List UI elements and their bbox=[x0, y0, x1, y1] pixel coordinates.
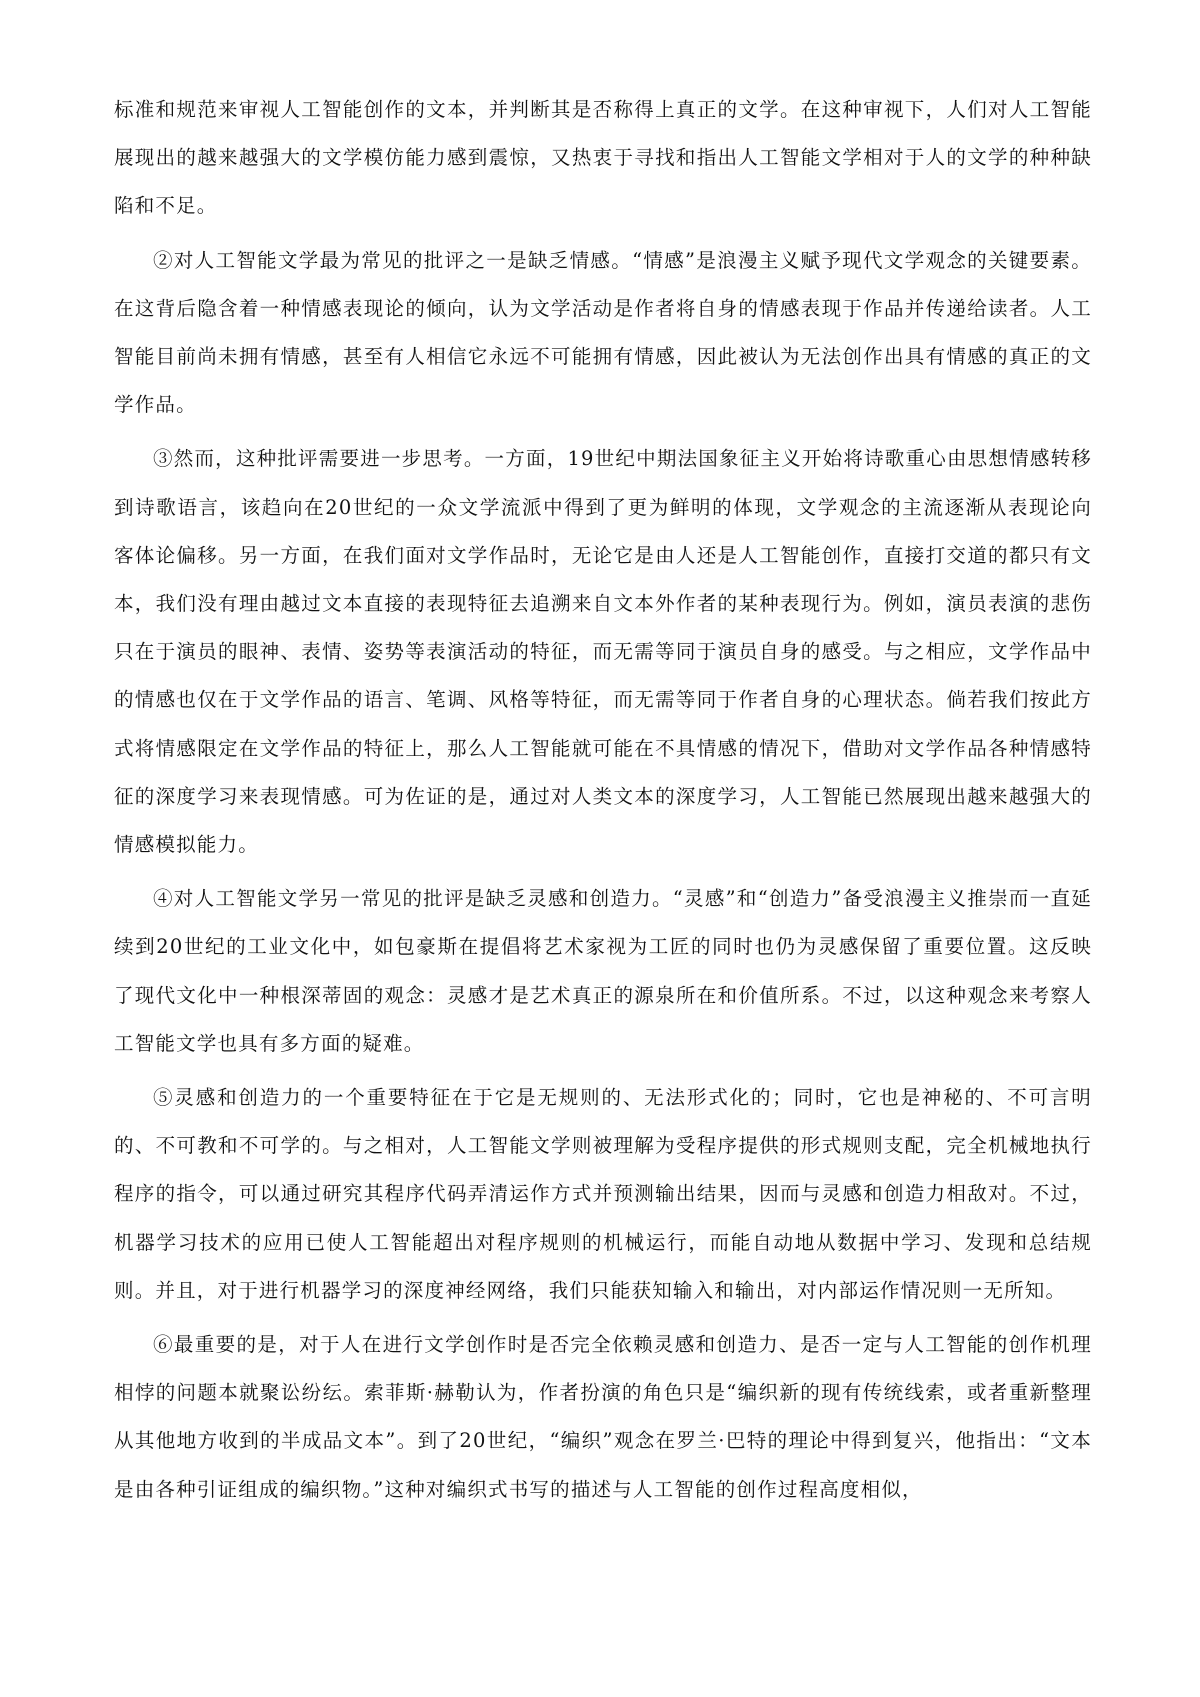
paragraph-1-continued: 标准和规范来审视人工智能创作的文本，并判断其是否称得上真正的文学。在这种审视下，人们对人工智能展现出的越来越强大的文学模仿能力感到震惊，又热衷于寻找和指出人工智能文学相对于人的文学的种种缺陷和不足。 bbox=[114, 98, 1092, 218]
paragraph-6: ⑥最重要的是，对于人在进行文学创作时是否完全依赖灵感和创造力、是否一定与人工智能的创作机理相悖的问题本就聚讼纷纭。索菲斯·赫勒认为，作者扮演的角色只是“编织新的现有传统线索，或者重新整理从其他地方收到的半成品文本”。到了20世纪，“编织”观念在罗兰·巴特的理论中得到复兴，他指出：“文本是由各种引证组成的编织物。”这种对编织式书写的描述与人工智能的创作过程高度相似， bbox=[114, 1333, 1092, 1501]
paragraph-5: ⑤灵感和创造力的一个重要特征在于它是无规则的、无法形式化的；同时，它也是神秘的、不可言明的、不可教和不可学的。与之相对，人工智能文学则被理解为受程序提供的形式规则支配，完全机械地执行程序的指令，可以通过研究其程序代码弄清运作方式并预测输出结果，因而与灵感和创造力相敌对。不过，机器学习技术的应用已使人工智能超出对程序规则的机械运行，而能自动地从数据中学习、发现和总结规则。并且，对于进行机器学习的深度神经网络，我们只能获知输入和输出，对内部运作情况则一无所知。 bbox=[114, 1086, 1092, 1302]
paragraph-3: ③然而，这种批评需要进一步思考。一方面，19世纪中期法国象征主义开始将诗歌重心由思想情感转移到诗歌语言，该趋向在20世纪的一众文学流派中得到了更为鲜明的体现，文学观念的主流逐渐从表现论向客体论偏移。另一方面，在我们面对文学作品时，无论它是由人还是人工智能创作，直接打交道的都只有文本，我们没有理由越过文本直接的表现特征去追溯来自文本外作者的某种表现行为。例如，演员表演的悲伤只在于演员的眼神、表情、姿势等表演活动的特征，而无需等同于演员自身的感受。与之相应，文学作品中的情感也仅在于文学作品的语言、笔调、风格等特征，而无需等同于作者自身的心理状态。倘若我们按此方式将情感限定在文学作品的特征上，那么人工智能就可能在不具情感的情况下，借助对文学作品各种情感特征的深度学习来表现情感。可为佐证的是，通过对人类文本的深度学习，人工智能已然展现出越来越强大的情感模拟能力。 bbox=[114, 447, 1092, 857]
paragraph-4: ④对人工智能文学另一常见的批评是缺乏灵感和创造力。“灵感”和“创造力”备受浪漫主义推崇而一直延续到20世纪的工业文化中，如包豪斯在提倡将艺术家视为工匠的同时也仍为灵感保留了重要位置。这反映了现代文化中一种根深蒂固的观念：灵感才是艺术真正的源泉所在和价值所系。不过，以这种观念来考察人工智能文学也具有多方面的疑难。 bbox=[114, 887, 1092, 1055]
paragraph-2: ②对人工智能文学最为常见的批评之一是缺乏情感。“情感”是浪漫主义赋予现代文学观念的关键要素。在这背后隐含着一种情感表现论的倾向，认为文学活动是作者将自身的情感表现于作品并传递给读者。人工智能目前尚未拥有情感，甚至有人相信它永远不可能拥有情感，因此被认为无法创作出具有情感的真正的文学作品。 bbox=[114, 248, 1092, 417]
